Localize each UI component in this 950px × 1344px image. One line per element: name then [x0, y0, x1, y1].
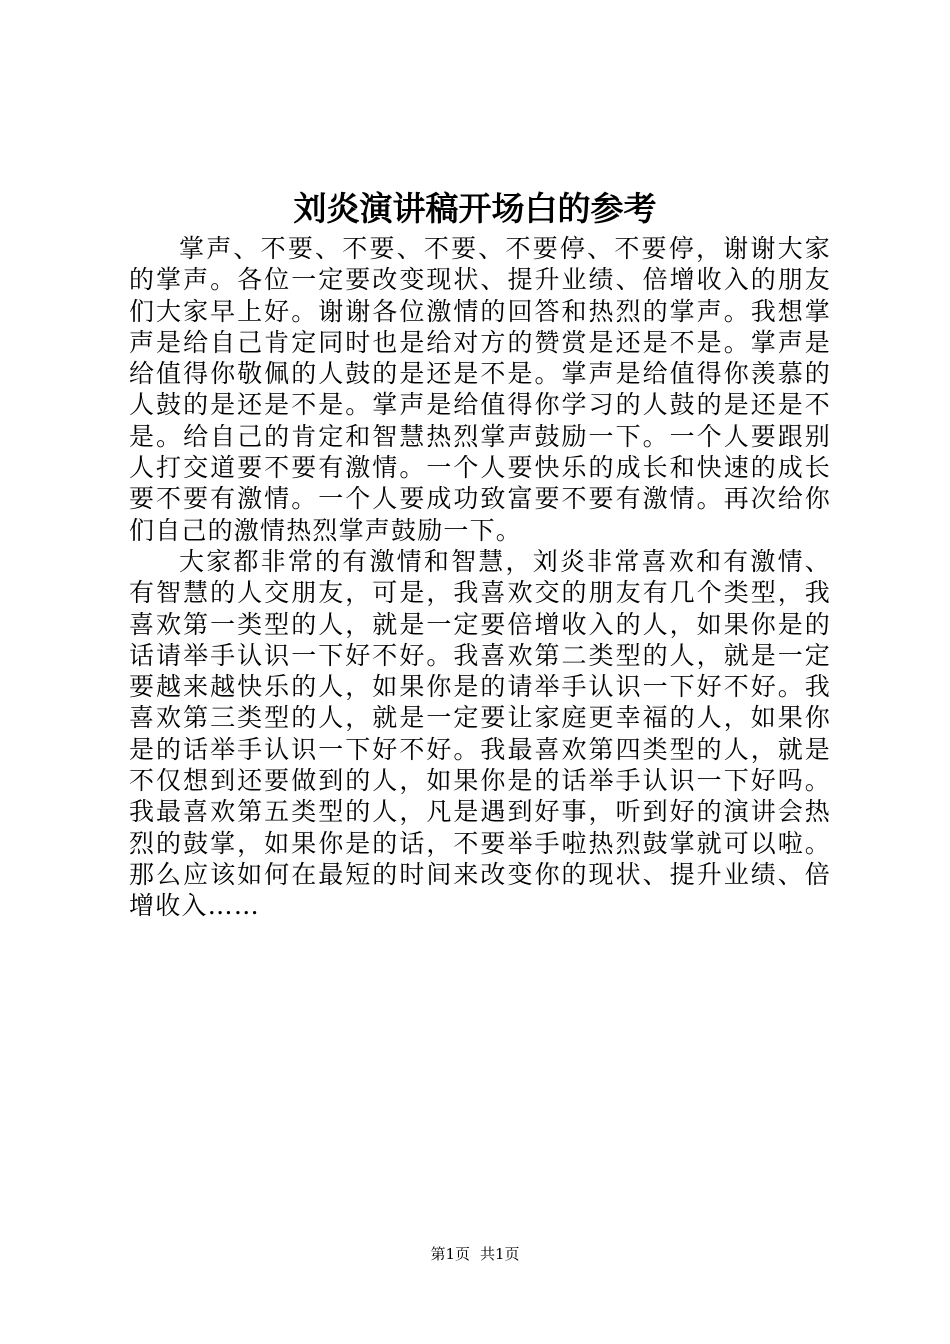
paragraph-2: 大家都非常的有激情和智慧，刘炎非常喜欢和有激情、有智慧的人交朋友，可是，我喜欢交的朋友有几个类型，我喜欢第一类型的人，就是一定要倍增收入的人，如果你是的话请举手认识一下好不好。我喜欢第二类型的人，就是一定要越来越快乐的人，如果你是的请举手认识一下好不好。我喜欢第三类型的人，就是一定要让家庭更幸福的人，如果你是的话举手认识一下好不好。我最喜欢第四类型的人，就是不仅想到还要做到的人，如果你是的话举手认识一下好吗。我最喜欢第五类型的人，凡是遇到好事，听到好的演讲会热烈的鼓掌，如果你是的话，不要举手啦热烈鼓掌就可以啦。那么应该如何在最短的时间来改变你的现状、提升业绩、倍增收入…… — [129, 546, 831, 921]
document-body — [129, 233, 831, 922]
page-number: 第1页 — [430, 1245, 470, 1263]
page-total: 共1页 — [480, 1245, 520, 1263]
document-title: 刘炎演讲稿开场白的参考 — [293, 189, 657, 228]
page-footer — [0, 1244, 950, 1264]
paragraph-1: 掌声、不要、不要、不要、不要停、不要停，谢谢大家的掌声。各位一定要改变现状、提升业绩、倍增收入的朋友们大家早上好。谢谢各位激情的回答和热烈的掌声。我想掌声是给自己肯定同时也是给对方的赞赏是还是不是。掌声是给值得你敬佩的人鼓的是还是不是。掌声是给值得你羡慕的人鼓的是还是不是。掌声是给值得你学习的人鼓的是还是不是。给自己的肯定和智慧热烈掌声鼓励一下。一个人要跟别人打交道要不要有激情。一个人要快乐的成长和快速的成长要不要有激情。一个人要成功致富要不要有激情。再次给你们自己的激情热烈掌声鼓励一下。 — [129, 234, 831, 545]
